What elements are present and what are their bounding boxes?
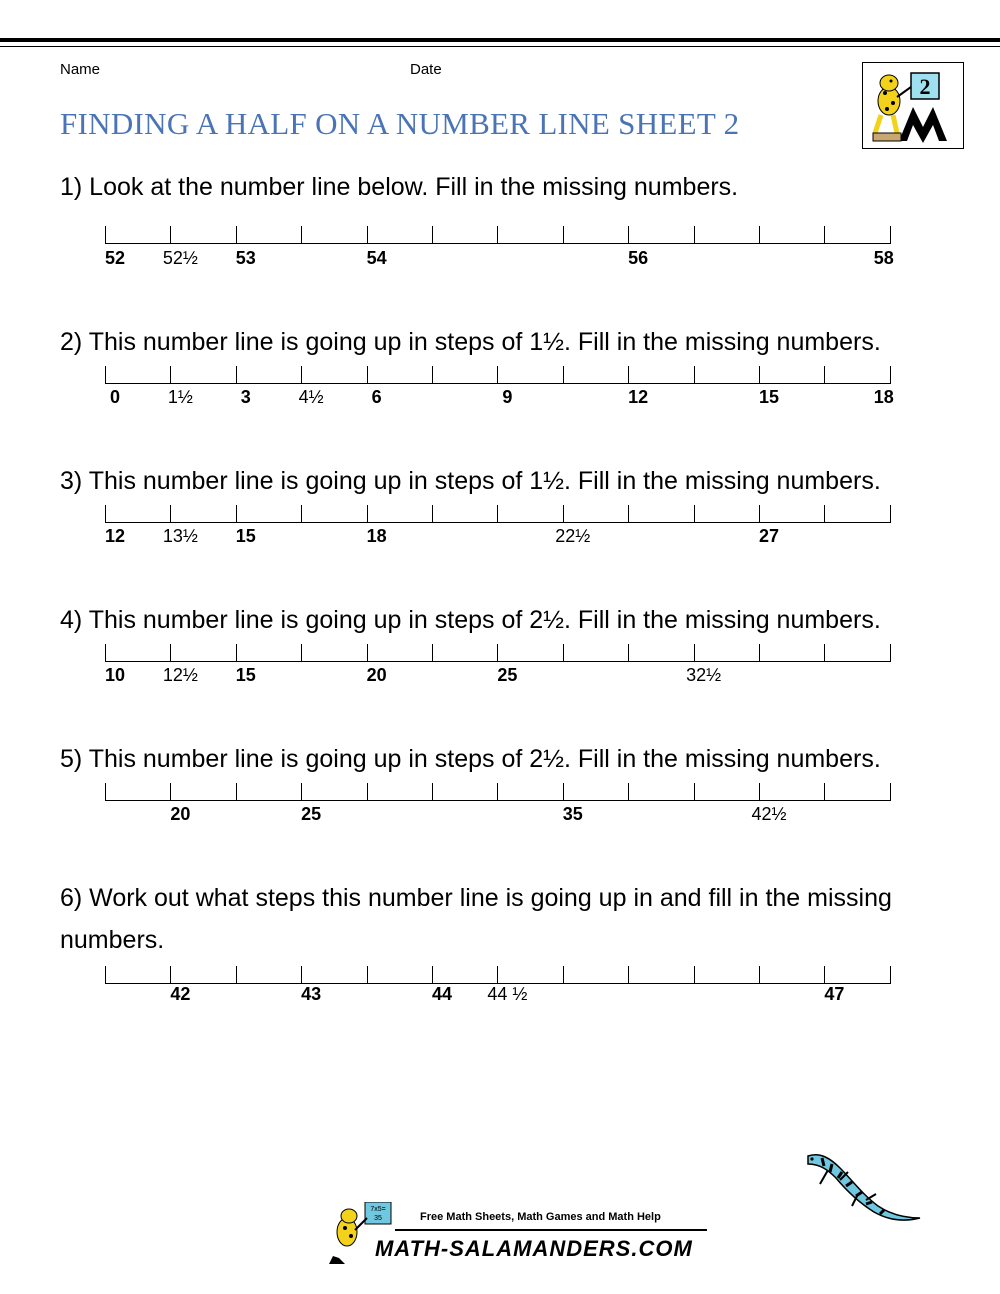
number-line-tick bbox=[628, 966, 629, 984]
number-line-tick bbox=[694, 366, 695, 384]
number-line-label: 15 bbox=[235, 665, 256, 685]
number-line-label: 56 bbox=[628, 248, 649, 268]
number-line-tick bbox=[367, 226, 368, 244]
number-line-tick bbox=[694, 505, 695, 523]
number-line-label: 10 bbox=[104, 665, 126, 685]
number-line-tick bbox=[628, 505, 629, 523]
question-4-text: 4) This number line is going up in steps of 2½. Fill in the missing numbers. bbox=[60, 606, 881, 634]
number-line-tick bbox=[563, 644, 564, 662]
number-line-tick bbox=[824, 505, 825, 523]
number-line-label: 3 bbox=[240, 387, 251, 407]
number-line-tick bbox=[824, 966, 825, 984]
number-line-tick bbox=[236, 226, 237, 244]
grade-logo bbox=[862, 62, 964, 149]
number-line-tick bbox=[301, 783, 302, 801]
number-line-tick bbox=[628, 366, 629, 384]
number-line-tick bbox=[367, 966, 368, 984]
svg-text:7x5=: 7x5= bbox=[370, 1206, 386, 1213]
number-line-tick bbox=[497, 505, 498, 523]
number-line-tick bbox=[759, 366, 760, 384]
number-line-tick bbox=[759, 783, 760, 801]
number-line-tick bbox=[170, 644, 171, 662]
number-line-tick bbox=[563, 966, 564, 984]
number-line-label: 13½ bbox=[162, 526, 198, 546]
number-line-tick bbox=[759, 226, 760, 244]
number-line-tick bbox=[694, 644, 695, 662]
number-line-tick bbox=[105, 644, 106, 662]
number-line-label: 47 bbox=[824, 984, 845, 1004]
number-line-label: 54 bbox=[366, 248, 387, 268]
number-line-label: 18 bbox=[873, 387, 894, 407]
number-line-label: 0 bbox=[109, 387, 121, 407]
number-line-tick bbox=[170, 505, 171, 523]
number-line-tick bbox=[824, 783, 825, 801]
number-line-label: 1½ bbox=[167, 387, 193, 407]
number-line-1 bbox=[105, 222, 895, 244]
number-line-label: 9 bbox=[502, 387, 513, 407]
number-line-tick bbox=[497, 226, 498, 244]
number-line-tick bbox=[236, 783, 237, 801]
number-line-4 bbox=[105, 640, 895, 662]
number-line-tick bbox=[105, 505, 106, 523]
number-line-2 bbox=[105, 362, 895, 384]
number-line-label: 52½ bbox=[162, 248, 198, 268]
number-line-tick bbox=[367, 783, 368, 801]
number-line-label: 12½ bbox=[162, 665, 198, 685]
number-line-tick bbox=[628, 226, 629, 244]
number-line-label: 4½ bbox=[298, 387, 324, 407]
number-line-tick bbox=[236, 644, 237, 662]
number-line-label: 15 bbox=[758, 387, 780, 407]
number-line-tick bbox=[824, 366, 825, 384]
number-line-tick bbox=[628, 644, 629, 662]
number-line-label: 6 bbox=[371, 387, 382, 407]
number-line-label: 32½ bbox=[686, 665, 722, 685]
number-line-tick bbox=[563, 783, 564, 801]
number-line-6 bbox=[105, 962, 895, 984]
number-line-label: 15 bbox=[235, 526, 256, 546]
number-line-tick bbox=[890, 366, 891, 384]
number-line-tick bbox=[759, 644, 760, 662]
number-line-tick bbox=[170, 783, 171, 801]
number-line-tick bbox=[105, 226, 106, 244]
number-line-label: 42 bbox=[170, 984, 191, 1004]
number-line-tick bbox=[497, 783, 498, 801]
footer-tagline: Free Math Sheets, Math Games and Math Help bbox=[420, 1211, 661, 1223]
number-line-label: 53 bbox=[235, 248, 256, 268]
number-line-tick bbox=[432, 505, 433, 523]
number-line-tick bbox=[759, 966, 760, 984]
number-line-tick bbox=[432, 966, 433, 984]
number-line-label: 22½ bbox=[555, 526, 591, 546]
number-line-label: 25 bbox=[497, 665, 518, 685]
number-line-tick bbox=[367, 644, 368, 662]
number-line-tick bbox=[824, 226, 825, 244]
number-line-3 bbox=[105, 501, 895, 523]
number-line-tick bbox=[432, 644, 433, 662]
question-1-text: 1) Look at the number line below. Fill in the missing numbers. bbox=[60, 173, 739, 201]
number-line-label: 25 bbox=[301, 804, 322, 824]
number-line-label: 20 bbox=[170, 804, 191, 824]
question-2-text: 2) This number line is going up in steps of 1½. Fill in the missing numbers. bbox=[60, 328, 881, 356]
date-label: Date bbox=[410, 61, 442, 78]
number-line-tick bbox=[170, 966, 171, 984]
number-line-label: 43 bbox=[301, 984, 322, 1004]
number-line-tick bbox=[890, 644, 891, 662]
number-line-tick bbox=[170, 226, 171, 244]
number-line-tick bbox=[301, 505, 302, 523]
number-line-tick bbox=[301, 226, 302, 244]
number-line-tick bbox=[563, 366, 564, 384]
number-line-tick bbox=[497, 366, 498, 384]
number-line-label: 18 bbox=[366, 526, 387, 546]
footer-site-link[interactable]: MATH-SALAMANDERS.COM bbox=[375, 1236, 693, 1261]
question-5-text: 5) This number line is going up in steps of 2½. Fill in the missing numbers. bbox=[60, 745, 881, 773]
number-line-label: 27 bbox=[758, 526, 780, 546]
number-line-tick bbox=[432, 783, 433, 801]
number-line-tick bbox=[105, 966, 106, 984]
number-line-label: 42½ bbox=[751, 804, 787, 824]
number-line-tick bbox=[497, 644, 498, 662]
number-line-label: 44 bbox=[431, 984, 453, 1004]
number-line-label: 12 bbox=[628, 387, 649, 407]
top-rule-thin bbox=[0, 46, 1000, 47]
number-line-tick bbox=[890, 966, 891, 984]
number-line-label: 12 bbox=[104, 526, 126, 546]
number-line-tick bbox=[367, 366, 368, 384]
footer-divider bbox=[395, 1229, 707, 1231]
number-line-tick bbox=[301, 644, 302, 662]
number-line-tick bbox=[497, 966, 498, 984]
number-line-tick bbox=[694, 783, 695, 801]
number-line-tick bbox=[890, 226, 891, 244]
number-line-tick bbox=[105, 366, 106, 384]
number-line-label: 52 bbox=[104, 248, 126, 268]
number-line-tick bbox=[432, 366, 433, 384]
number-line-tick bbox=[824, 644, 825, 662]
number-line-label: 35 bbox=[562, 804, 583, 824]
number-line-tick bbox=[694, 226, 695, 244]
number-line-tick bbox=[236, 505, 237, 523]
number-line-tick bbox=[236, 366, 237, 384]
number-line-tick bbox=[432, 226, 433, 244]
number-line-tick bbox=[563, 226, 564, 244]
number-line-tick bbox=[890, 505, 891, 523]
number-line-tick bbox=[694, 966, 695, 984]
number-line-5 bbox=[105, 779, 895, 801]
number-line-tick bbox=[170, 366, 171, 384]
page-title: FINDING A HALF ON A NUMBER LINE SHEET 2 bbox=[60, 106, 740, 141]
number-line-label: 58 bbox=[873, 248, 894, 268]
salamander-icon bbox=[800, 1150, 925, 1230]
top-rule bbox=[0, 38, 1000, 42]
svg-text:35: 35 bbox=[374, 1215, 382, 1222]
number-line-tick bbox=[105, 783, 106, 801]
number-line-tick bbox=[759, 505, 760, 523]
number-line-label: 20 bbox=[366, 665, 387, 685]
salamander-logo-icon bbox=[863, 63, 963, 148]
question-3-text: 3) This number line is going up in steps of 1½. Fill in the missing numbers. bbox=[60, 467, 881, 495]
name-label: Name bbox=[60, 61, 101, 78]
number-line-tick bbox=[628, 783, 629, 801]
number-line-tick bbox=[301, 366, 302, 384]
number-line-tick bbox=[367, 505, 368, 523]
number-line-tick bbox=[563, 505, 564, 523]
question-6-text: 6) Work out what steps this number line is going up in and fill in the missing numbers. bbox=[60, 884, 892, 954]
logo-badge: 2 bbox=[919, 74, 931, 99]
number-line-tick bbox=[236, 966, 237, 984]
number-line-label: 44 ½ bbox=[487, 984, 528, 1004]
number-line-tick bbox=[301, 966, 302, 984]
number-line-tick bbox=[890, 783, 891, 801]
